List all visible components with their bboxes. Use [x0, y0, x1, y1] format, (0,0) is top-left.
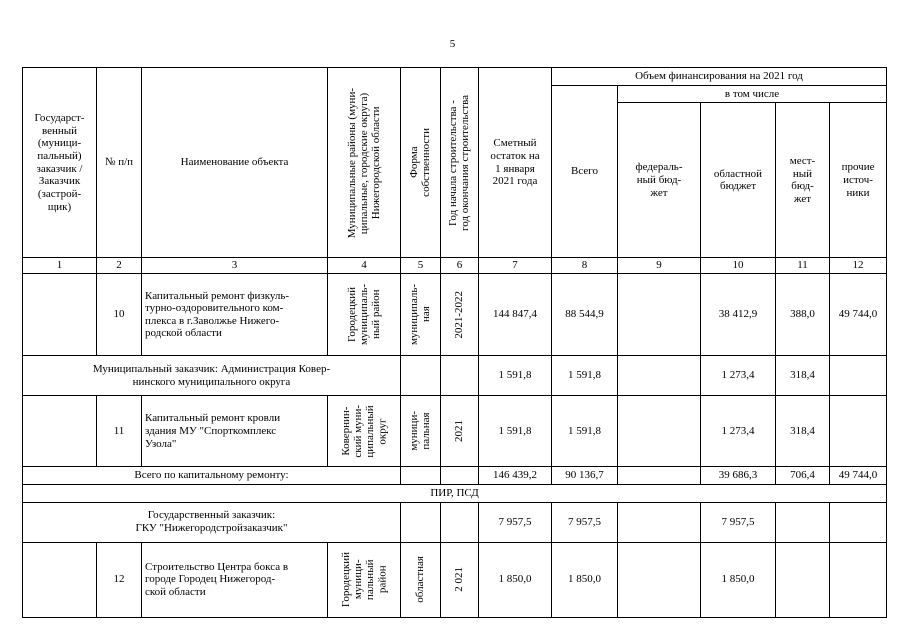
empty-cell	[830, 356, 887, 396]
table-row-10	[23, 274, 887, 356]
header-funding-volume: Объем финансирования на 2021 год	[552, 68, 887, 86]
row-ownership-text: областная	[414, 556, 427, 603]
row-regional: 1 273,4	[701, 396, 776, 467]
row-ownership	[401, 274, 441, 356]
empty-cell	[776, 502, 830, 542]
row-municipality	[328, 274, 401, 356]
empty-cell	[401, 467, 441, 485]
header-object-name: Наименование объекта	[142, 68, 328, 258]
column-number: 4	[328, 258, 401, 274]
row-total: 88 544,9	[552, 274, 618, 356]
customer-regional: 7 957,5	[701, 502, 776, 542]
column-number: 7	[479, 258, 552, 274]
capital-total-regional: 39 686,3	[701, 467, 776, 485]
column-number: 11	[776, 258, 830, 274]
row-local: 318,4	[776, 396, 830, 467]
row-ownership-text: муниципаль- ная	[408, 284, 433, 346]
row-municipality-text: Городецкий муници- пальный район	[339, 552, 389, 608]
header-ownership	[401, 68, 441, 258]
row-balance: 144 847,4	[479, 274, 552, 356]
row-local: 388,0	[776, 274, 830, 356]
row-other	[830, 542, 887, 617]
row-balance: 1 591,8	[479, 396, 552, 467]
row-years-text: 2 021	[453, 567, 466, 592]
empty-cell	[441, 356, 479, 396]
empty-cell	[618, 502, 701, 542]
row-number: 11	[97, 396, 142, 467]
customer-label: Государственный заказчик: ГКУ "Нижегородстройзаказчик"	[23, 502, 401, 542]
page-number: 5	[449, 38, 456, 50]
row-object-name: Капитальный ремонт кровли здания МУ "Спорткомплекс Узола"	[142, 396, 328, 467]
column-number: 8	[552, 258, 618, 274]
row-federal	[618, 396, 701, 467]
row-number: 10	[97, 274, 142, 356]
empty-cell	[401, 356, 441, 396]
row-municipality-text: Ковернин- ский муни- ципальный округ	[339, 404, 389, 458]
header-other: прочие источ- ники	[830, 103, 887, 258]
header-years-text: Год начала строительства - год окончания строительства	[447, 94, 472, 231]
row-years-text: 2021	[453, 420, 466, 443]
capital-total-total: 90 136,7	[552, 467, 618, 485]
customer-label: Муниципальный заказчик: Администрация Ковер- нинского муниципального округа	[23, 356, 401, 396]
empty-cell	[401, 502, 441, 542]
row-years	[441, 542, 479, 617]
row-municipality	[328, 396, 401, 467]
row-regional: 1 850,0	[701, 542, 776, 617]
row-local	[776, 542, 830, 617]
header-index: № п/п	[97, 68, 142, 258]
row-customer-cell	[23, 542, 97, 617]
row-regional: 38 412,9	[701, 274, 776, 356]
header-customer: Государст- венный (муници- пальный) заказчик / Заказчик (застрой- щик)	[23, 68, 97, 258]
column-number: 2	[97, 258, 142, 274]
column-numbers-row	[23, 258, 887, 274]
row-years-text: 2021-2022	[453, 290, 466, 339]
row-number: 12	[97, 542, 142, 617]
customer-balance: 7 957,5	[479, 502, 552, 542]
empty-cell	[441, 502, 479, 542]
capital-total-label: Всего по капитальному ремонту:	[23, 467, 401, 485]
header-ownership-text: Форма собственности	[408, 128, 433, 198]
row-other	[830, 396, 887, 467]
capital-total-other: 49 744,0	[830, 467, 887, 485]
capital-total-local: 706,4	[776, 467, 830, 485]
row-total: 1 850,0	[552, 542, 618, 617]
empty-cell	[618, 356, 701, 396]
column-number: 1	[23, 258, 97, 274]
header-local: мест- ный бюд- жет	[776, 103, 830, 258]
row-years	[441, 396, 479, 467]
column-number: 10	[701, 258, 776, 274]
row-municipality-text: Городецкий муниципаль- ный район	[345, 284, 383, 346]
row-balance: 1 850,0	[479, 542, 552, 617]
row-other: 49 744,0	[830, 274, 887, 356]
row-total: 1 591,8	[552, 396, 618, 467]
header-federal: федераль- ный бюд- жет	[618, 103, 701, 258]
header-row-1	[23, 68, 887, 86]
row-customer-cell	[23, 274, 97, 356]
row-municipality	[328, 542, 401, 617]
row-customer-cell	[23, 396, 97, 467]
capital-total-balance: 146 439,2	[479, 467, 552, 485]
row-ownership-text: муници- пальная	[408, 411, 433, 452]
row-ownership	[401, 396, 441, 467]
header-years	[441, 68, 479, 258]
customer-row-gku	[23, 502, 887, 542]
table-row-11	[23, 396, 887, 467]
capital-total-federal	[618, 467, 701, 485]
column-number: 3	[142, 258, 328, 274]
section-title: ПИР, ПСД	[23, 484, 887, 502]
customer-regional: 1 273,4	[701, 356, 776, 396]
customer-local: 318,4	[776, 356, 830, 396]
header-total: Всего	[552, 85, 618, 258]
financing-table	[22, 67, 887, 618]
section-row-pir	[23, 484, 887, 502]
column-number: 9	[618, 258, 701, 274]
row-object-name: Капитальный ремонт физкуль- турно-оздоровительного ком- плекса в г.Заволжье Нижего- родской области	[142, 274, 328, 356]
empty-cell	[830, 502, 887, 542]
customer-balance: 1 591,8	[479, 356, 552, 396]
empty-cell	[441, 467, 479, 485]
row-federal	[618, 542, 701, 617]
customer-total: 1 591,8	[552, 356, 618, 396]
customer-row-kovernino	[23, 356, 887, 396]
row-years	[441, 274, 479, 356]
header-estimated-balance: Сметный остаток на 1 января 2021 года	[479, 68, 552, 258]
column-number: 6	[441, 258, 479, 274]
header-municipality-text: Муниципальные районы (муни- ципальные, городские округа) Нижегородской области	[345, 87, 383, 238]
header-including: в том числе	[618, 85, 887, 103]
row-ownership	[401, 542, 441, 617]
column-number: 12	[830, 258, 887, 274]
header-municipality	[328, 68, 401, 258]
capital-total-row	[23, 467, 887, 485]
customer-total: 7 957,5	[552, 502, 618, 542]
row-federal	[618, 274, 701, 356]
table-row-12	[23, 542, 887, 617]
header-regional: областной бюджет	[701, 103, 776, 258]
row-object-name: Строительство Центра бокса в городе Городец Нижегород- ской области	[142, 542, 328, 617]
column-number: 5	[401, 258, 441, 274]
